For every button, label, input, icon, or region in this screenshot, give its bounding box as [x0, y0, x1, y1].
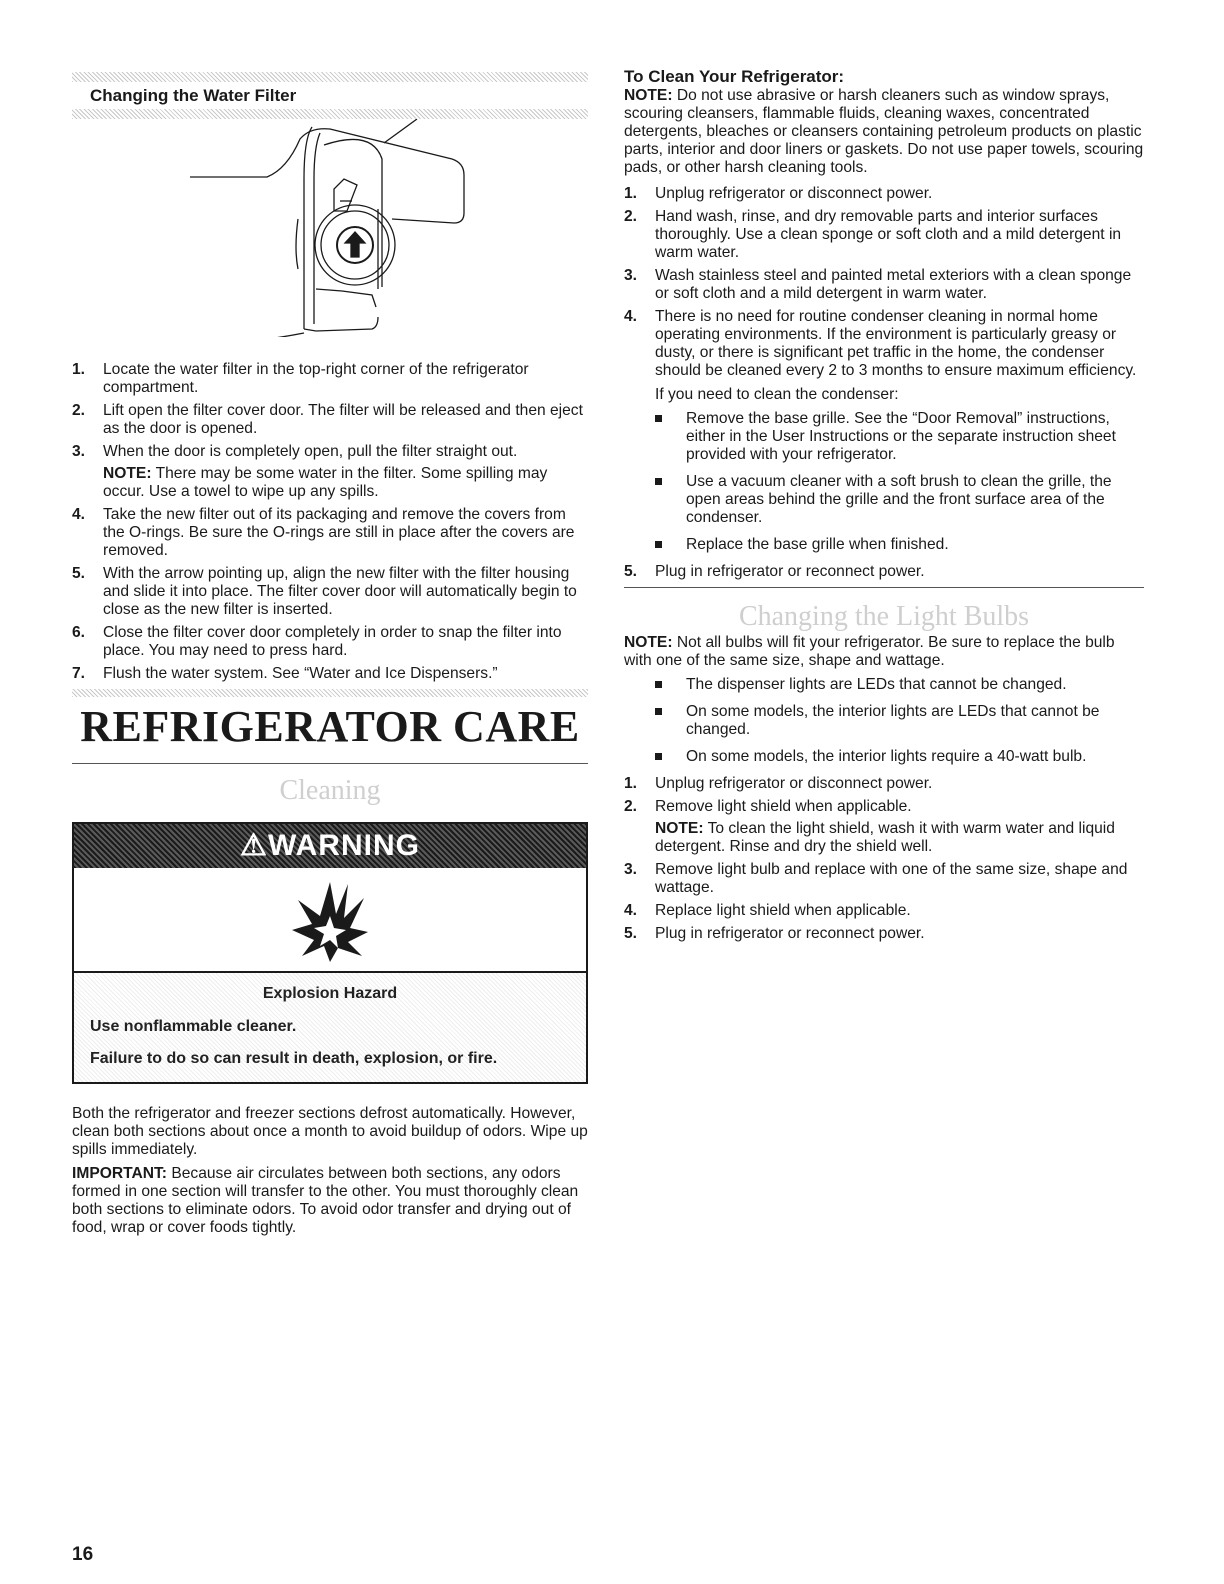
list-item — [72, 361, 588, 397]
important-label: IMPORTANT: — [72, 1165, 167, 1182]
hatch-divider — [72, 72, 588, 82]
note-text: Do not use abrasive or harsh cleaners such as window sprays, scouring cleansers, flammable fluids, cleaning waxes, concentrated detergents, bleaches or cleansers containing petroleum products on plastic parts, interior and door liners or gaskets. Do not use paper towels, scouring pads, or other harsh cleaning tools. — [624, 87, 1144, 176]
bullet-square-icon — [655, 478, 662, 485]
step-text: Flush the water system. See “Water and Ice Dispensers.” — [103, 665, 498, 682]
step-number: 7. — [72, 665, 86, 682]
clean-steps-list — [624, 185, 1144, 581]
condenser-bullets — [624, 410, 1144, 554]
step-note — [103, 465, 588, 501]
bulbs-bullets — [624, 676, 1144, 766]
note-label: NOTE: — [624, 87, 673, 104]
left-column — [72, 60, 588, 1237]
step-number: 1. — [624, 185, 638, 202]
list-item — [655, 473, 1144, 527]
step-text: With the arrow pointing up, align the new filter with the filter housing and slide it into place. The filter cover door will automatically begin to close as the new filter is inserted. — [103, 565, 577, 618]
note-label: NOTE: — [655, 820, 704, 837]
step-text: Lift open the filter cover door. The filter will be released and then eject as the door is opened. — [103, 402, 583, 437]
warning-box — [72, 822, 588, 1084]
step-text: Replace light shield when applicable. — [655, 902, 911, 919]
note-text: There may be some water in the filter. Some spilling may occur. Use a towel to wipe up any spills. — [103, 465, 548, 500]
warning-line: Use nonflammable cleaner. — [90, 1018, 297, 1035]
bulbs-steps-list — [624, 775, 1144, 943]
condenser-intro: If you need to clean the condenser: — [655, 386, 899, 403]
step-number: 3. — [72, 443, 86, 460]
bulbs-heading: Changing the Light Bulbs — [738, 601, 1030, 632]
list-item — [624, 267, 1144, 303]
step-number: 1. — [72, 361, 86, 378]
clean-heading: To Clean Your Refrigerator: — [624, 67, 845, 86]
bullet-square-icon — [655, 415, 662, 422]
page-number: 16 — [72, 1544, 94, 1565]
list-item — [72, 565, 588, 619]
clean-note — [624, 87, 1144, 177]
warning-banner — [74, 824, 586, 868]
step-text: There is no need for routine condenser cleaning in normal home operating environments. If the environment is particularly greasy or dusty, or there is significant pet traffic in the home, the condenser should be cleaned every 2 to 3 months to ensure maximum efficiency. — [655, 308, 1137, 379]
warning-triangle-icon: ⚠ — [240, 829, 268, 862]
list-item — [72, 506, 588, 560]
list-item — [624, 861, 1144, 897]
list-item — [624, 925, 1144, 943]
list-item — [624, 798, 1144, 856]
bulbs-note — [624, 634, 1144, 670]
bullet-text: Remove the base grille. See the “Door Removal” instructions, either in the User Instructions or the separate instruction sheet provided with your refrigerator. — [686, 410, 1116, 463]
step-text: Wash stainless steel and painted metal exteriors with a clean sponge or soft cloth and a mild detergent in warm water. — [655, 267, 1132, 302]
cleaning-heading: Cleaning — [279, 775, 381, 806]
bullet-square-icon — [655, 753, 662, 760]
step-number: 2. — [72, 402, 86, 419]
list-item — [624, 185, 1144, 203]
step-text: Remove light bulb and replace with one of the same size, shape and wattage. — [655, 861, 1128, 896]
list-item — [624, 208, 1144, 262]
water-filter-illustration — [72, 119, 588, 337]
step-number: 4. — [72, 506, 86, 523]
bullet-text: On some models, the interior lights are LEDs that cannot be changed. — [686, 703, 1100, 738]
step-text: Unplug refrigerator or disconnect power. — [655, 185, 933, 202]
step-number: 6. — [72, 624, 86, 641]
step-number: 1. — [624, 775, 638, 792]
list-item — [72, 665, 588, 683]
step-text: Unplug refrigerator or disconnect power. — [655, 775, 933, 792]
list-item — [72, 443, 588, 501]
step-number: 3. — [624, 861, 638, 878]
list-item — [655, 676, 1144, 694]
list-item — [624, 308, 1144, 554]
step-number: 4. — [624, 308, 638, 325]
list-item — [624, 902, 1144, 920]
hatch-divider — [72, 689, 588, 697]
bullet-text: The dispenser lights are LEDs that cannot be changed. — [686, 676, 1067, 693]
step-number: 5. — [624, 925, 638, 942]
step-text: Plug in refrigerator or reconnect power. — [655, 563, 925, 580]
step-text: Hand wash, rinse, and dry removable parts and interior surfaces thoroughly. Use a clean sponge or soft cloth and a mild detergent in warm water. — [655, 208, 1122, 261]
water-filter-heading: Changing the Water Filter — [90, 86, 297, 105]
step-number: 5. — [72, 565, 86, 582]
note-label: NOTE: — [103, 465, 152, 482]
step-text: Plug in refrigerator or reconnect power. — [655, 925, 925, 942]
cleaning-paragraph: Both the refrigerator and freezer sections defrost automatically. However, clean both sections about once a month to avoid buildup of odors. Wipe up spills immediately. — [72, 1105, 588, 1158]
title-rule — [72, 763, 588, 764]
list-item — [655, 536, 1144, 554]
hatch-divider — [72, 109, 588, 119]
step-number: 2. — [624, 798, 638, 815]
list-item — [72, 402, 588, 438]
warning-banner-label: WARNING — [267, 829, 420, 862]
step-text: Locate the water filter in the top-right corner of the refrigerator compartment. — [103, 361, 529, 396]
hazard-title: Explosion Hazard — [262, 985, 398, 1002]
important-paragraph — [72, 1165, 588, 1237]
warning-text — [74, 973, 586, 1082]
list-item — [655, 748, 1144, 766]
step-number: 5. — [624, 563, 638, 580]
list-item — [624, 775, 1144, 793]
bullet-square-icon — [655, 708, 662, 715]
explosion-icon — [290, 876, 370, 964]
warning-icon-area — [74, 868, 586, 973]
note-text: Not all bulbs will fit your refrigerator. Be sure to replace the bulb with one of the same size, shape and wattage. — [624, 634, 1115, 669]
right-column — [624, 67, 1144, 948]
bullet-text: Use a vacuum cleaner with a soft brush to clean the grille, the open areas behind the grille and the front surface area of the condenser. — [686, 473, 1112, 526]
note-text: To clean the light shield, wash it with warm water and liquid detergent. Rinse and dry the shield well. — [655, 820, 1115, 855]
step-number: 3. — [624, 267, 638, 284]
list-item — [72, 624, 588, 660]
step-number: 2. — [624, 208, 638, 225]
step-text: Remove light shield when applicable. — [655, 798, 912, 815]
note-label: NOTE: — [624, 634, 673, 651]
list-item — [655, 703, 1144, 739]
bullet-text: Replace the base grille when finished. — [686, 536, 949, 553]
step-text: Take the new filter out of its packaging and remove the covers from the O-rings. Be sure the O-rings are still in place after the covers are removed. — [103, 506, 575, 559]
page-title: REFRIGERATOR CARE — [80, 702, 580, 751]
list-item — [624, 563, 1144, 581]
bullet-square-icon — [655, 681, 662, 688]
warning-line: Failure to do so can result in death, explosion, or fire. — [90, 1050, 498, 1067]
bullet-square-icon — [655, 541, 662, 548]
step-text: When the door is completely open, pull the filter straight out. — [103, 443, 518, 460]
list-item — [655, 410, 1144, 464]
section-rule — [624, 587, 1144, 588]
filter-steps-list — [72, 361, 588, 683]
important-text: Because air circulates between both sections, any odors formed in one section will transfer to the other. You must thoroughly clean both sections to eliminate odors. To avoid odor transfer and drying out of food, wrap or cover foods tightly. — [72, 1165, 579, 1236]
bullet-text: On some models, the interior lights require a 40-watt bulb. — [686, 748, 1087, 765]
step-note — [655, 820, 1144, 856]
step-number: 4. — [624, 902, 638, 919]
step-text: Close the filter cover door completely in order to snap the filter into place. You may need to press hard. — [103, 624, 562, 659]
